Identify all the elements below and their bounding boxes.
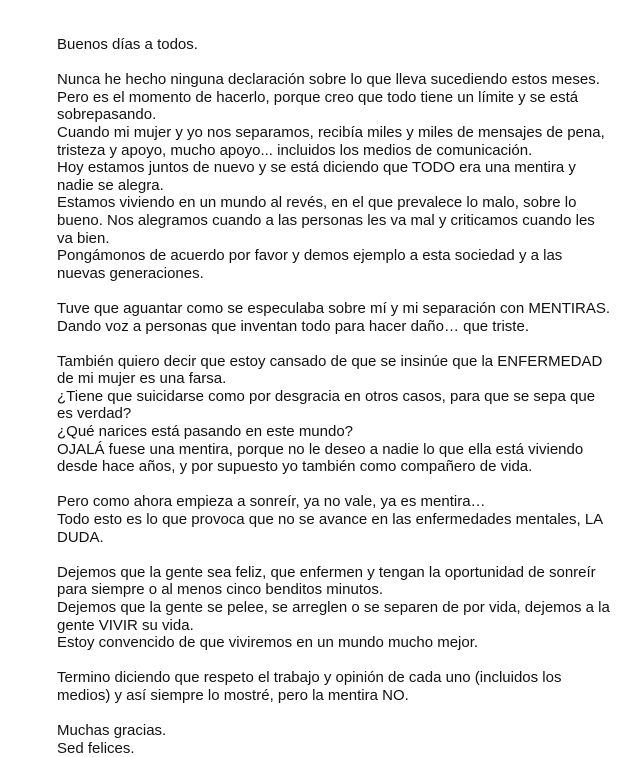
greeting-paragraph <box>57 36 620 54</box>
text-line: ¿Tiene que suicidarse como por desgracia en otros casos, para que se sepa que <box>57 387 596 405</box>
text-line: Dejemos que la gente se pelee, se arreglen o se separen de por vida, dejemos a la <box>57 599 610 616</box>
text-line: sobrepasando. <box>57 106 157 124</box>
text-line: Pero como ahora empieza a sonreír, ya no vale, ya es mentira… <box>57 493 486 511</box>
text-line: va bien. <box>57 229 110 247</box>
closing-paragraph <box>57 669 620 704</box>
text-line: es verdad? <box>57 405 132 423</box>
text-line: Pero es el momento de hacerlo, porque creo que todo tiene un límite y se está <box>57 88 579 106</box>
signoff-paragraph <box>57 722 620 757</box>
lies-paragraph <box>57 300 620 335</box>
text-line: Dando voz a personas que inventan todo para hacer daño… que triste. <box>57 317 529 335</box>
text-line: Estamos viviendo en un mundo al revés, en el que prevalece lo malo, sobre lo <box>57 194 577 212</box>
text-line: Dejemos que la gente sea feliz, que enfermen y tengan la oportunidad de sonreír <box>57 563 596 581</box>
text-line: Cuando mi mujer y yo nos separamos, recibía miles y miles de mensajes de pena, <box>57 123 605 141</box>
text-line: OJALÁ fuese una mentira, porque no le deseo a nadie lo que ella está viviendo <box>57 440 584 458</box>
text-line: desde hace años, y por supuesto yo también como compañero de vida. <box>57 458 533 476</box>
text-line: Pongámonos de acuerdo por favor y demos ejemplo a esta sociedad y a las <box>57 247 563 265</box>
text-line: tristeza y apoyo, mucho apoyo... incluidos los medios de comunicación. <box>57 141 533 159</box>
text-line: También quiero decir que estoy cansado de que se insinúe que la ENFERMEDAD <box>57 352 603 370</box>
text-line: Nunca he hecho ninguna declaración sobre lo que lleva sucediendo estos meses. <box>57 71 600 89</box>
text-line: Buenos días a todos. <box>57 36 198 53</box>
text-line: Estoy convencido de que viviremos en un mundo mucho mejor. <box>57 634 479 652</box>
illness-paragraph <box>57 353 620 476</box>
text-line: bueno. Nos alegramos cuando a las personas les va mal y criticamos cuando les <box>57 211 595 229</box>
text-line: medios) y así siempre lo mostré, pero la mentira NO. <box>57 686 409 704</box>
text-line: Muchas gracias. <box>57 722 167 740</box>
text-line: Sed felices. <box>57 739 135 757</box>
text-line: nadie se alegra. <box>57 176 164 194</box>
text-line: para siempre o al menos cinco benditos minutos. <box>57 581 384 599</box>
text-line: Termino diciendo que respeto el trabajo y opinión de cada uno (incluidos los <box>57 669 562 687</box>
text-line: gente VIVIR su vida. <box>57 616 194 634</box>
happiness-paragraph <box>57 564 620 652</box>
text-line: de mi mujer es una farsa. <box>57 370 227 388</box>
text-line: nuevas generaciones. <box>57 264 204 282</box>
text-line: Hoy estamos juntos de nuevo y se está diciendo que TODO era una mentira y <box>57 159 576 177</box>
text-line: Todo esto es lo que provoca que no se avance en las enfermedades mentales, LA <box>57 511 604 529</box>
doubt-paragraph <box>57 493 620 546</box>
statement-paragraph <box>57 71 620 282</box>
text-line: ¿Qué narices está pasando en este mundo? <box>57 423 354 441</box>
text-line: DUDA. <box>57 528 104 546</box>
text-line: Tuve que aguantar como se especulaba sobre mí y mi separación con MENTIRAS. <box>57 299 611 317</box>
